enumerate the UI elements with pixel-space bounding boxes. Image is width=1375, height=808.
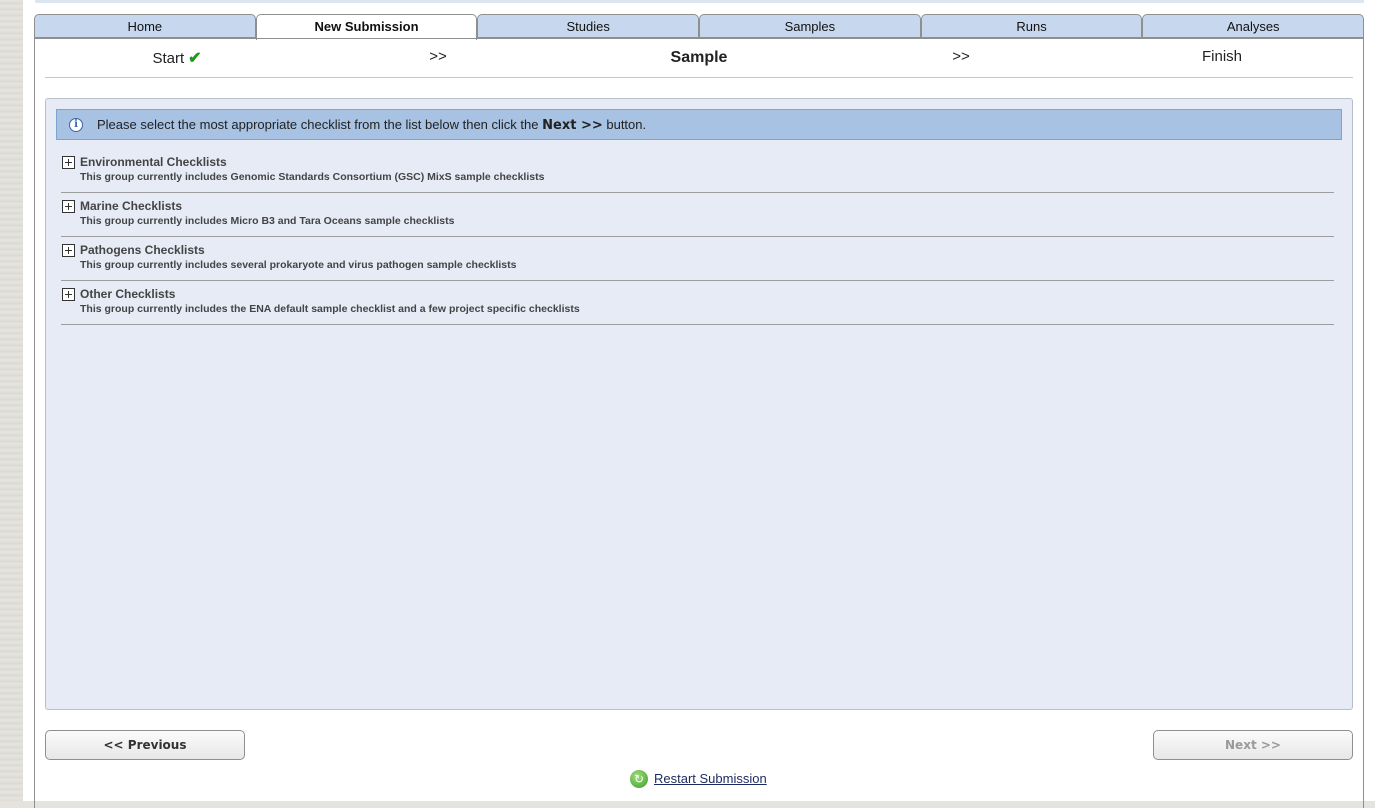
tab-home[interactable]: Home [34, 14, 256, 38]
checklist-group-environmental [61, 149, 1334, 193]
restart-submission-link[interactable]: Restart Submission [654, 770, 767, 786]
group-description: This group currently includes Micro B3 and Tara Oceans sample checklists [80, 215, 455, 227]
checklist-group-other [61, 281, 1334, 325]
restart-submission [630, 768, 767, 788]
left-border-strip [0, 0, 23, 801]
info-message [56, 109, 1342, 140]
step-start [152, 48, 201, 68]
info-text-after: button. [606, 116, 647, 132]
tab-analyses[interactable]: Analyses [1142, 14, 1364, 38]
step-current: Sample [670, 49, 728, 66]
step-separator: >> [429, 48, 447, 65]
expand-plus-icon[interactable] [62, 156, 75, 169]
checkmark-icon: ✔ [188, 50, 202, 67]
info-icon: i [69, 118, 83, 132]
expand-plus-icon[interactable] [62, 244, 75, 257]
expand-plus-icon[interactable] [62, 288, 75, 301]
info-text-bold: Next >> [542, 117, 603, 133]
tab-new-submission[interactable]: New Submission [256, 14, 478, 40]
info-text-before: Please select the most appropriate checklist from the list below then click the [97, 116, 539, 132]
group-description: This group currently includes several prokaryote and virus pathogen sample checklists [80, 259, 517, 271]
page [23, 0, 1375, 801]
group-title[interactable]: Marine Checklists [80, 199, 183, 213]
previous-button[interactable]: << Previous [45, 730, 245, 760]
step-separator: >> [952, 48, 970, 65]
group-title[interactable]: Environmental Checklists [80, 155, 227, 169]
checklist-group-marine [61, 193, 1334, 237]
tab-samples[interactable]: Samples [699, 14, 921, 38]
tab-studies[interactable]: Studies [477, 14, 699, 38]
refresh-icon[interactable]: ↻ [630, 770, 648, 788]
group-title[interactable]: Pathogens Checklists [80, 243, 205, 257]
checklist-panel [45, 98, 1353, 710]
checklist-group-pathogens [61, 237, 1334, 281]
wizard-steps [45, 40, 1353, 78]
group-description: This group currently includes the ENA default sample checklist and a few project specific checklists [80, 303, 580, 315]
info-text [97, 117, 646, 133]
top-band [35, 0, 1364, 3]
group-description: This group currently includes Genomic Standards Consortium (GSC) MixS sample checklists [80, 171, 545, 183]
tab-bar [34, 14, 1364, 40]
step-finish: Finish [1201, 48, 1243, 65]
tab-runs[interactable]: Runs [921, 14, 1143, 38]
group-title[interactable]: Other Checklists [80, 287, 176, 301]
expand-plus-icon[interactable] [62, 200, 75, 213]
next-button[interactable]: Next >> [1153, 730, 1353, 760]
step-start-label: Start [152, 50, 185, 67]
